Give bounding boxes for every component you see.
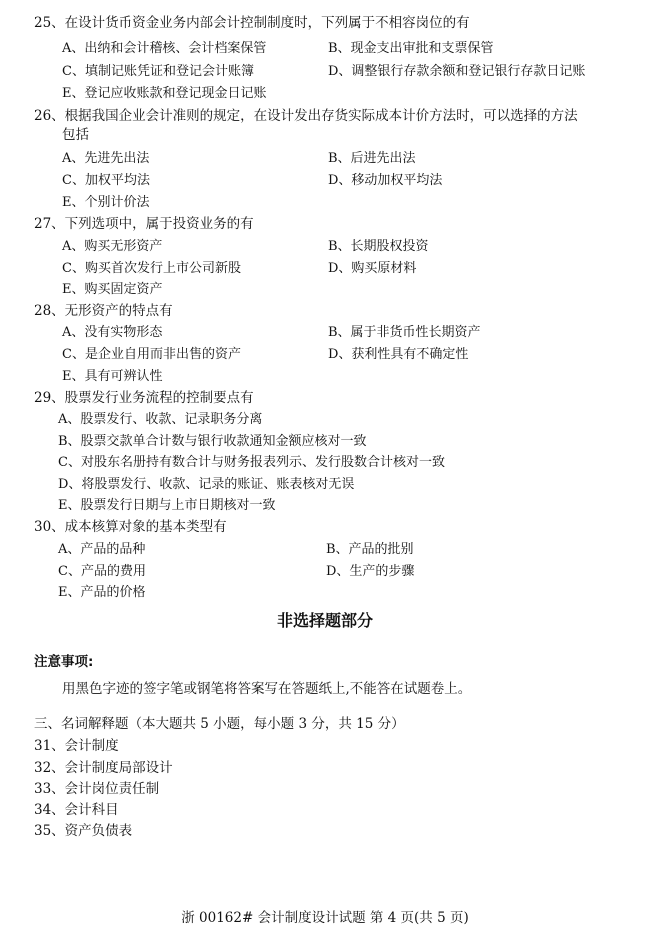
q30-option-a: A、产品的品种	[58, 542, 146, 557]
q28-option-d: D、获利性具有不确定性	[328, 347, 469, 362]
q25-option-a: A、出纳和会计稽核、会计档案保管	[62, 41, 267, 56]
q26-option-e: E、个别计价法	[62, 195, 150, 210]
list-item: 34、会计科目	[34, 802, 119, 818]
question-30-stem: 30、成本核算对象的基本类型有	[34, 519, 227, 535]
question-26-stem-cont: 包括	[62, 127, 89, 143]
list-item: 35、资产负债表	[34, 823, 133, 839]
notice-text: 用黑色字迹的签字笔或钢笔将答案写在答题纸上,不能答在试题卷上。	[62, 681, 472, 697]
q25-option-c: C、填制记账凭证和登记会计账簿	[62, 64, 254, 79]
q27-option-b: B、长期股权投资	[328, 239, 429, 254]
q30-option-c: C、产品的费用	[58, 564, 146, 579]
q28-option-c: C、是企业自用而非出售的资产	[62, 347, 241, 362]
list-item: 33、会计岗位责任制	[34, 781, 160, 797]
page-footer: 浙 00162# 会计制度设计试题 第 4 页(共 5 页)	[181, 910, 469, 926]
section-title: 非选择题部分	[276, 611, 373, 630]
q25-option-d: D、调整银行存款余额和登记银行存款日记账	[328, 64, 586, 79]
q30-option-d: D、生产的步骤	[326, 564, 415, 579]
q26-option-c: C、加权平均法	[62, 173, 150, 188]
q29-option-e: E、股票发行日期与上市日期核对一致	[58, 498, 276, 513]
q29-option-b: B、股票交款单合计数与银行收款通知金额应核对一致	[58, 434, 367, 449]
q25-option-e: E、登记应收账款和登记现金日记账	[62, 86, 267, 101]
q26-option-b: B、后进先出法	[328, 151, 416, 166]
question-28-stem: 28、无形资产的特点有	[34, 303, 173, 319]
question-27-stem: 27、下列选项中，属于投资业务的有	[34, 216, 254, 232]
question-25-stem: 25、在设计货币资金业务内部会计控制制度时，下列属于不相容岗位的有	[34, 15, 470, 31]
notice-heading: 注意事项:	[34, 654, 94, 670]
q26-option-a: A、先进先出法	[62, 151, 150, 166]
list-item: 31、会计制度	[34, 738, 119, 754]
q30-option-e: E、产品的价格	[58, 585, 146, 600]
q28-option-e: E、具有可辨认性	[62, 369, 163, 384]
q27-option-c: C、购买首次发行上市公司新股	[62, 261, 241, 276]
q30-option-b: B、产品的批别	[326, 542, 414, 557]
q27-option-a: A、购买无形资产	[62, 239, 163, 254]
q28-option-b: B、属于非货币性长期资产	[328, 325, 481, 340]
q25-option-b: B、现金支出审批和支票保管	[328, 41, 494, 56]
part3-heading: 三、名词解释题（本大题共 5 小题，每小题 3 分，共 15 分）	[34, 716, 405, 732]
q29-option-a: A、股票发行、收款、记录职务分离	[58, 412, 263, 427]
q28-option-a: A、没有实物形态	[62, 325, 163, 340]
q29-option-d: D、将股票发行、收款、记录的账证、账表核对无误	[58, 477, 355, 492]
list-item: 32、会计制度局部设计	[34, 760, 173, 776]
question-29-stem: 29、股票发行业务流程的控制要点有	[34, 390, 254, 406]
q26-option-d: D、移动加权平均法	[328, 173, 443, 188]
q29-option-c: C、对股东名册持有数合计与财务报表列示、发行股数合计核对一致	[58, 455, 445, 470]
q27-option-e: E、购买固定资产	[62, 282, 163, 297]
q27-option-d: D、购买原材料	[328, 261, 417, 276]
question-26-stem: 26、根据我国企业会计准则的规定，在设计发出存货实际成本计价方法时，可以选择的方法	[34, 108, 578, 124]
